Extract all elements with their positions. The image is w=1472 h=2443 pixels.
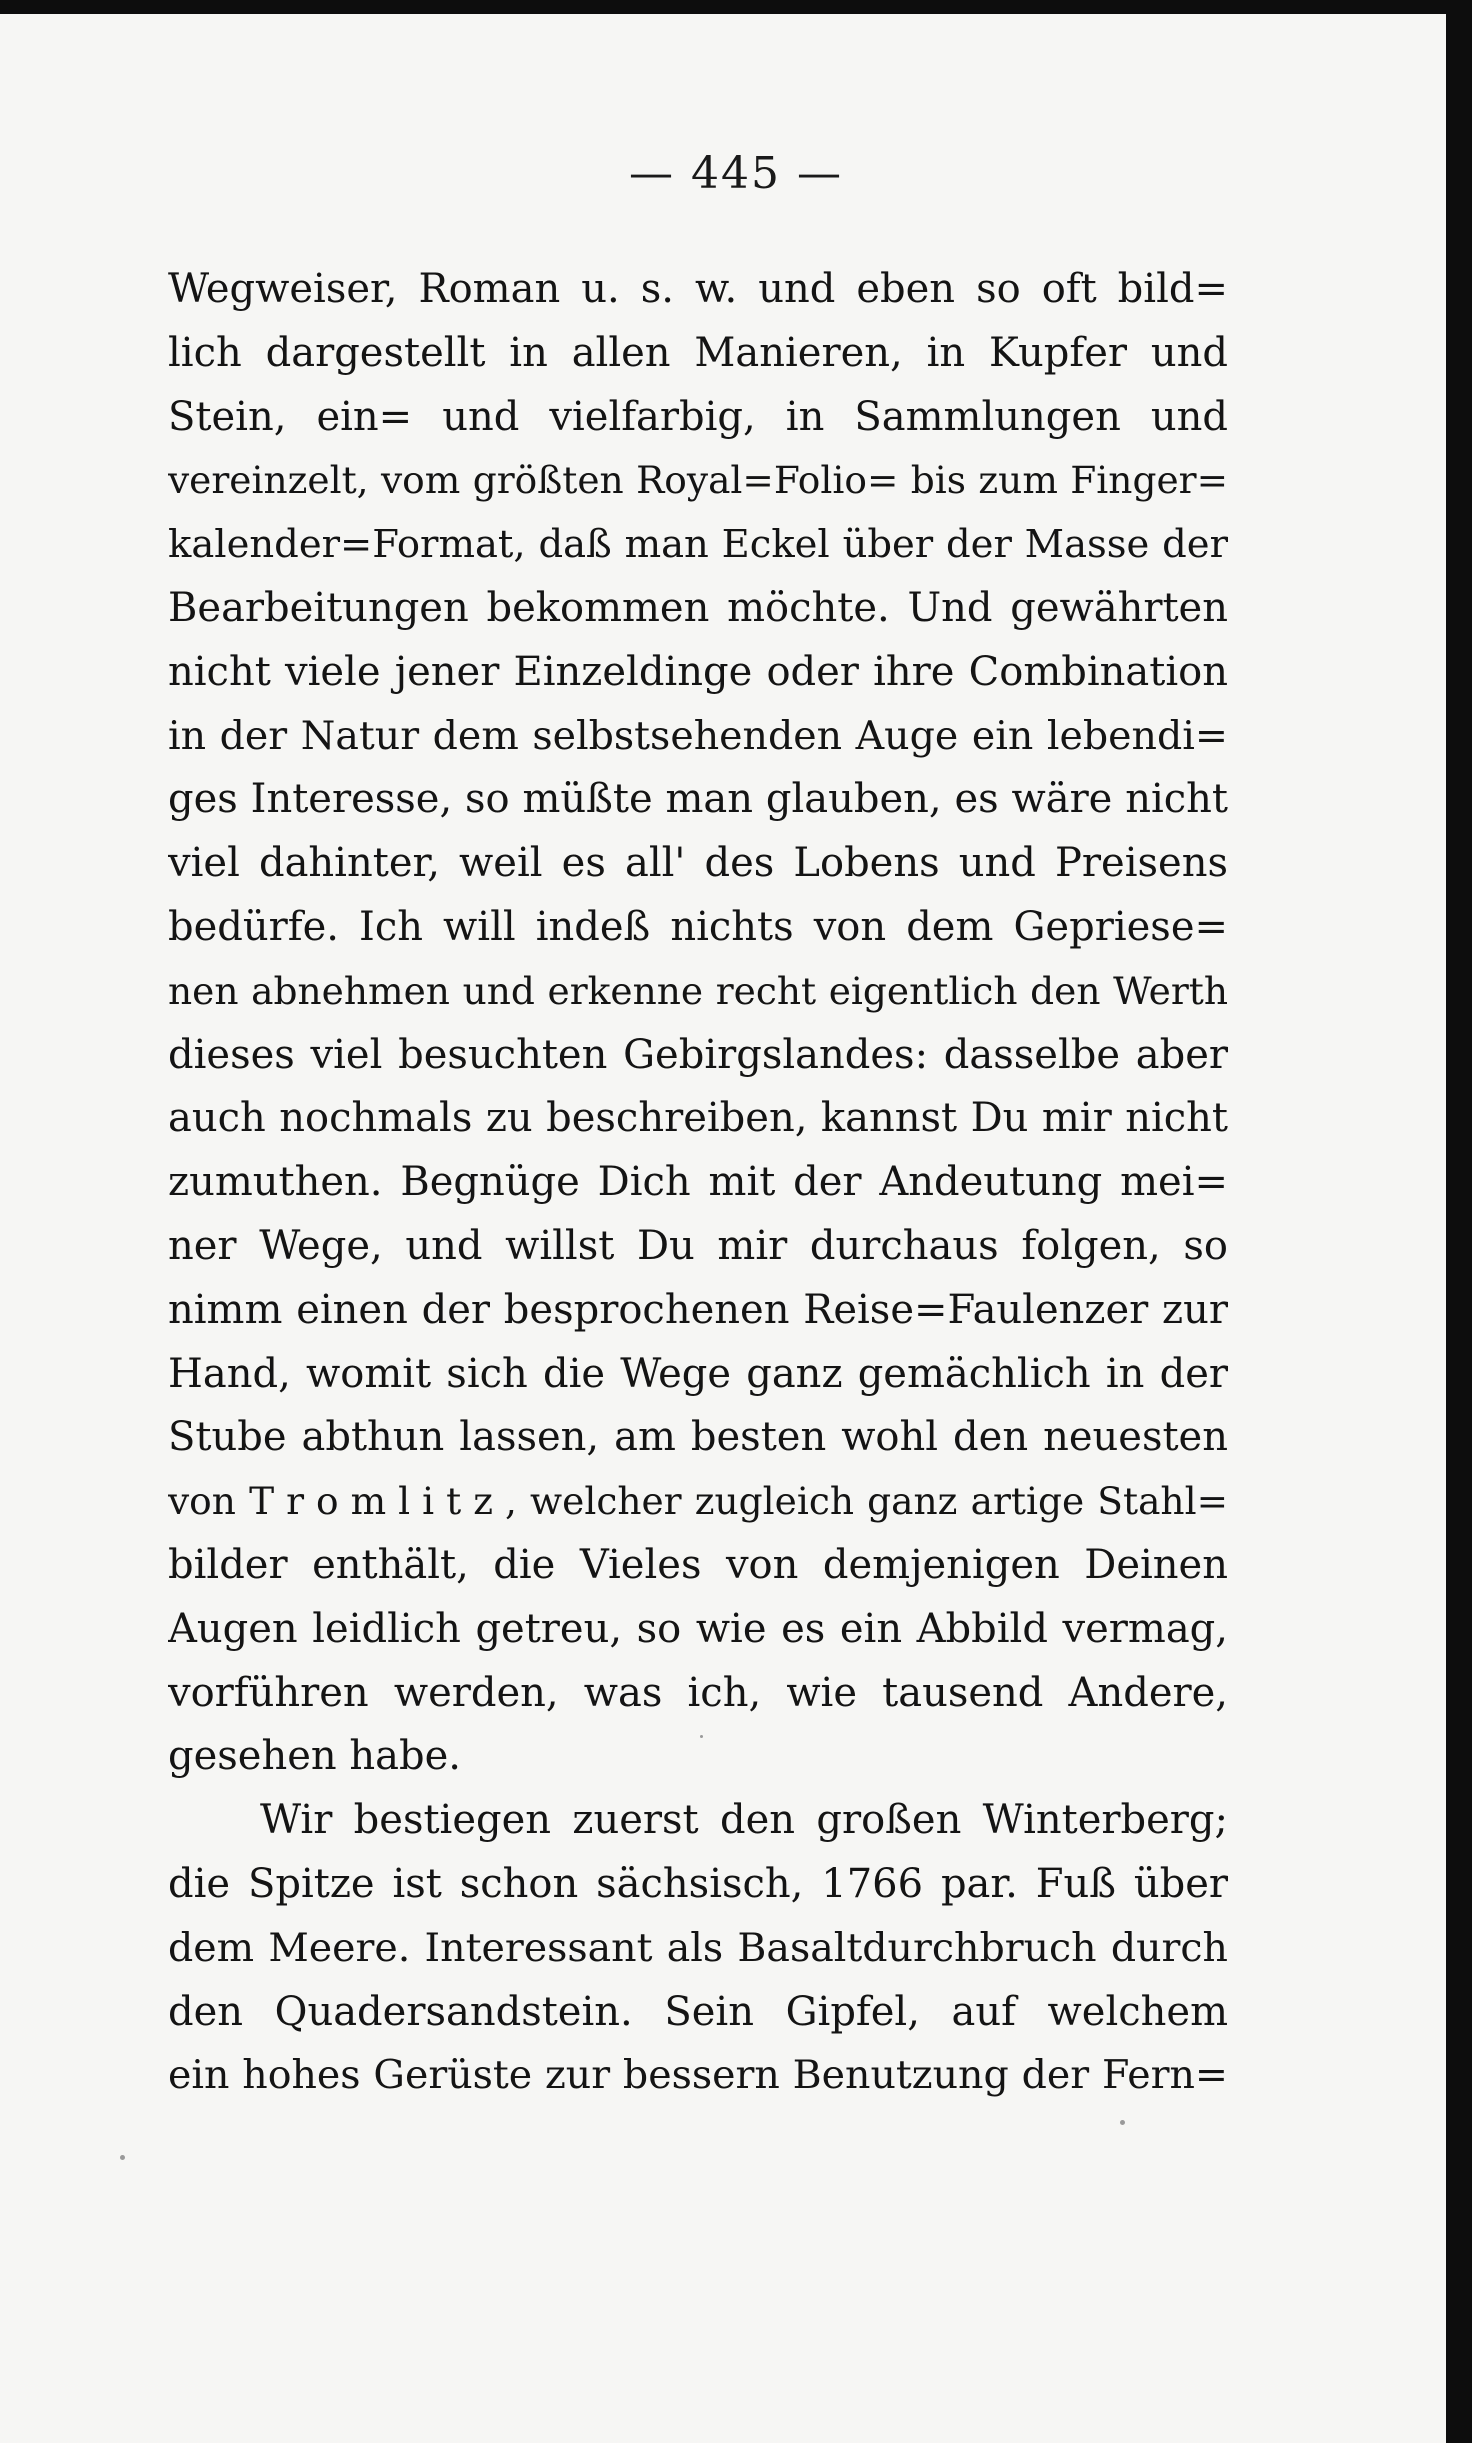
- text-line: in der Natur dem selbstsehenden Auge ein lebendi=: [168, 712, 1228, 759]
- paper-speck: [700, 1735, 703, 1738]
- text-line: die Spitze ist schon sächsisch, 1766 par. Fuß über: [168, 1860, 1228, 1907]
- text-line: dieses viel besuchten Gebirgslandes: dasselbe aber: [168, 1031, 1228, 1078]
- text-line: dem Meere. Interessant als Basaltdurchbruch durch: [168, 1924, 1228, 1971]
- text-line: Augen leidlich getreu, so wie es ein Abbild vermag,: [168, 1605, 1228, 1652]
- text-line: bilder enthält, die Vieles von demjenigen Deinen: [168, 1541, 1228, 1588]
- text-fragment: von: [168, 1479, 250, 1524]
- text-line: [168, 1470, 1228, 1534]
- paragraph-last-line: gesehen habe.: [168, 1733, 461, 1780]
- text-line: ges Interesse, so müßte man glauben, es wäre nicht: [168, 776, 1228, 823]
- text-line: ner Wege, und willst Du mir durchaus folgen, so: [168, 1222, 1228, 1269]
- text-line: vorführen werden, was ich, wie tausend Andere,: [168, 1669, 1228, 1716]
- body-text: [168, 258, 1228, 2108]
- scan-edge-right: [1446, 0, 1472, 2443]
- text-line: viel dahinter, weil es all' des Lobens und Preisens: [168, 840, 1228, 887]
- text-line: Hand, womit sich die Wege ganz gemächlich in der: [168, 1350, 1228, 1397]
- text-line: nimm einen der besprochenen Reise=Faulenzer zur: [168, 1286, 1228, 1333]
- text-line: Stube abthun lassen, am besten wohl den neuesten: [168, 1414, 1228, 1461]
- text-line: bedürfe. Ich will indeß nichts von dem Gepriese=: [168, 903, 1228, 950]
- text-line: Stein, ein= und vielfarbig, in Sammlungen und: [168, 393, 1228, 440]
- text-line: ein hohes Gerüste zur bessern Benutzung der Fern=: [168, 2052, 1228, 2099]
- page-number: — 445 —: [629, 148, 843, 199]
- text-line: den Quadersandstein. Sein Gipfel, auf welchem: [168, 1988, 1228, 2035]
- text-line: lich dargestellt in allen Manieren, in Kupfer und: [168, 329, 1228, 376]
- paper-speck: [120, 2155, 125, 2160]
- paragraph-first-line: Wir bestiegen zuerst den großen Winterberg;: [260, 1797, 1228, 1844]
- spaced-author-name: Tromlitz: [249, 1479, 505, 1524]
- paper-speck: [1120, 2120, 1125, 2125]
- text-line: nicht viele jener Einzeldinge oder ihre Combination: [168, 648, 1228, 695]
- text-line: nen abnehmen und erkenne recht eigentlich den Werth: [168, 968, 1228, 1013]
- text-line: kalender=Format, daß man Eckel über der Masse der: [168, 522, 1228, 568]
- text-line: auch nochmals zu beschreiben, kannst Du mir nicht: [168, 1095, 1228, 1142]
- text-line: Wegweiser, Roman u. s. w. und eben so oft bild=: [168, 266, 1228, 312]
- text-line: vereinzelt, vom größten Royal=Folio= bis zum Finger=: [168, 458, 1228, 503]
- text-fragment: , welcher zugleich ganz artige Stahl=: [504, 1479, 1228, 1524]
- text-line: Bearbeitungen bekommen möchte. Und gewährten: [168, 584, 1228, 631]
- text-line: zumuthen. Begnüge Dich mit der Andeutung mei=: [168, 1159, 1228, 1206]
- scan-edge-top: [0, 0, 1472, 14]
